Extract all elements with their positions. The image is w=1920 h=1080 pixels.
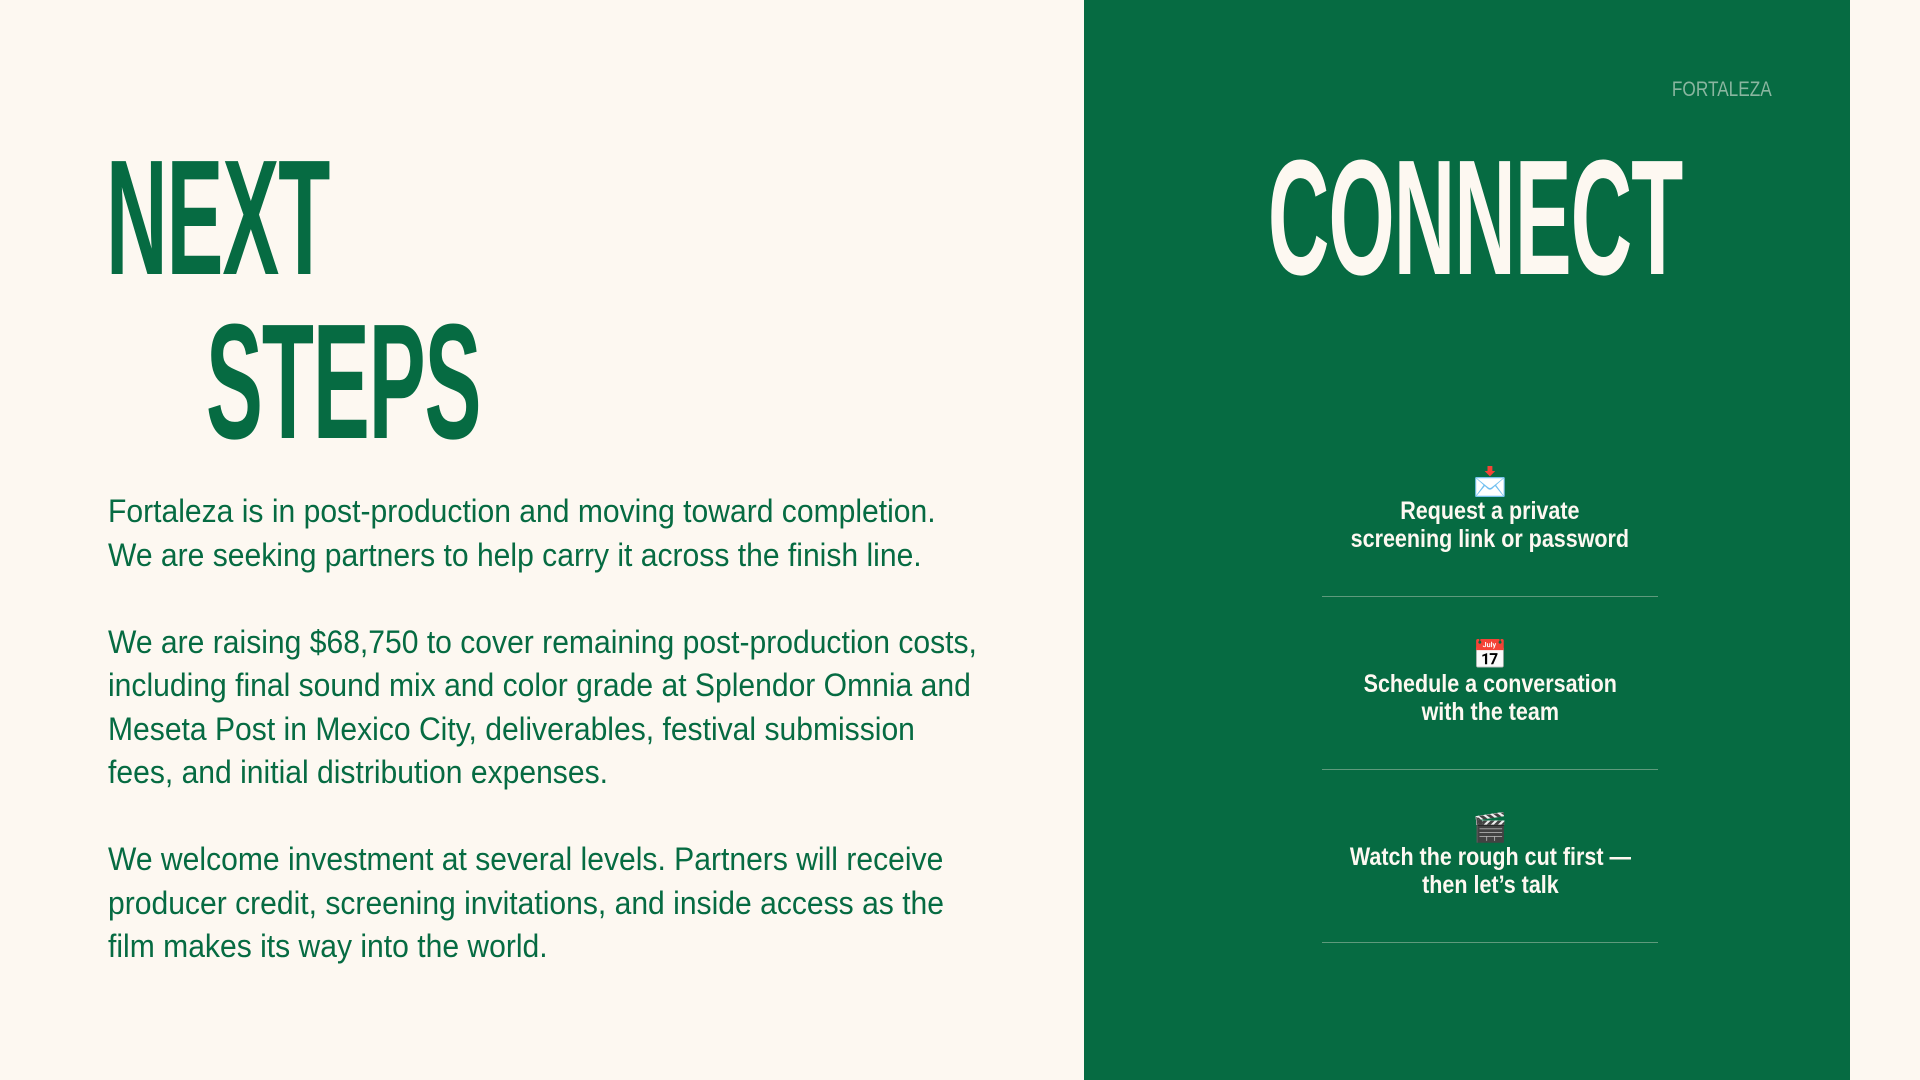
brand-label: FORTALEZA: [1672, 78, 1772, 101]
cta-label: Schedule a conversation with the team: [1363, 670, 1617, 726]
right-edge-strip: [1850, 0, 1920, 1080]
schedule-conversation-button[interactable]: [1322, 597, 1658, 770]
watch-rough-cut-button[interactable]: [1322, 770, 1658, 943]
heading-steps: STEPS: [206, 290, 481, 473]
cta-list: [1322, 424, 1658, 943]
heading-next: NEXT: [106, 126, 330, 309]
envelope-download-icon: 📩: [1472, 466, 1508, 497]
paragraph-status: Fortaleza is in post-production and moving toward completion. We are seeking partners to help carry it across the finish line.: [108, 493, 936, 573]
connect-panel: [1084, 0, 1850, 1080]
request-screening-link-button[interactable]: [1322, 424, 1658, 597]
paragraph-fundraising: We are raising $68,750 to cover remaining post-production costs, including final sound mix and color grade at Splendor Omnia and Meseta Post in Mexico City, deliverables, festival submission fees, and initial distribution expenses.: [108, 623, 977, 790]
cta-label: Watch the rough cut first — then let’s talk: [1349, 843, 1631, 899]
cta-label: Request a private screening link or password: [1350, 497, 1630, 553]
connect-title: CONNECT: [1267, 126, 1683, 309]
paragraph-investment: We welcome investment at several levels. Partners will receive producer credit, screening invitations, and inside access as the film makes its way into the world.: [108, 841, 945, 964]
clapperboard-icon: 🎬: [1472, 812, 1508, 843]
body-copy: [108, 490, 982, 1012]
calendar-icon: 📅: [1472, 639, 1508, 670]
